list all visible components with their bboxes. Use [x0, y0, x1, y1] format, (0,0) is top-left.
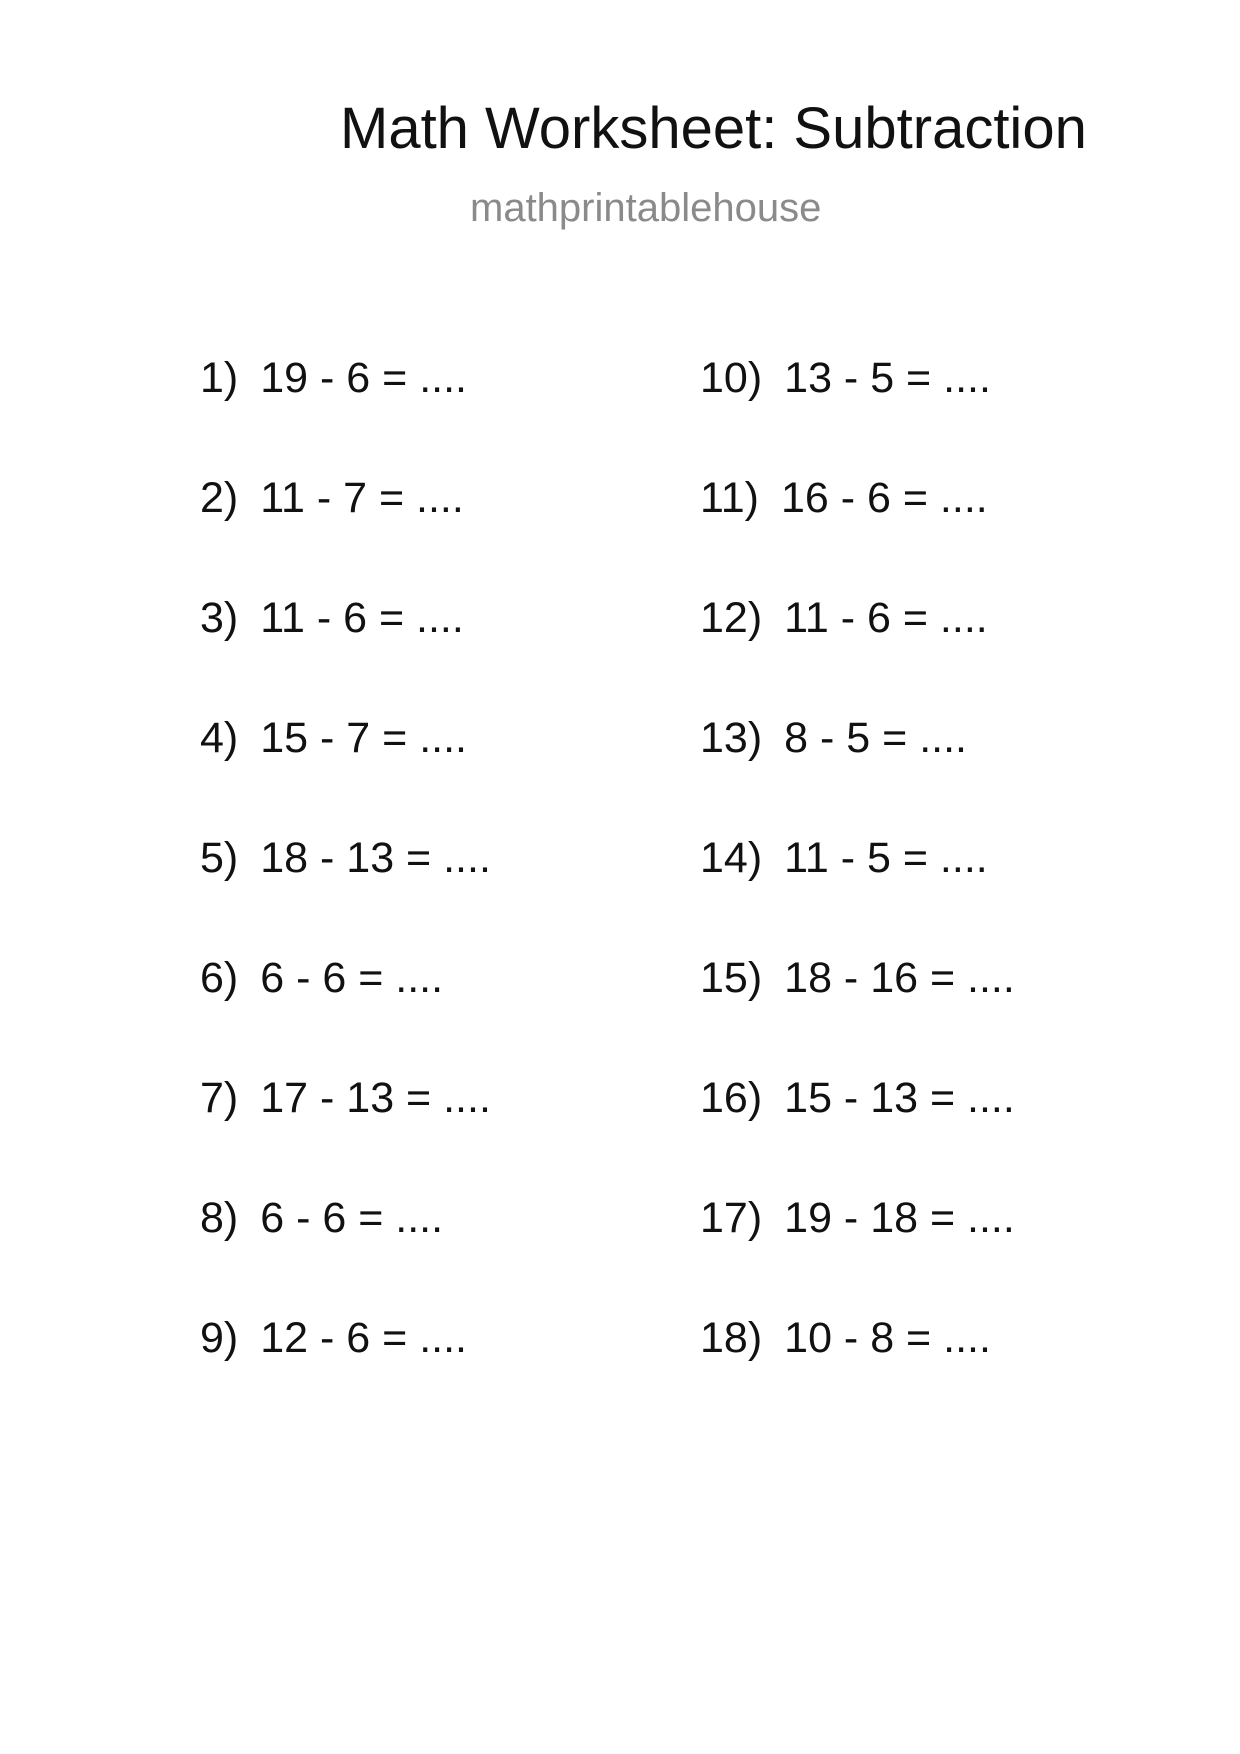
- problem-number: 2): [200, 474, 239, 522]
- problem-item: [200, 474, 491, 594]
- problem-expression: 10 - 8 = ....: [784, 1314, 991, 1362]
- problem-expression: 19 - 6 = ....: [260, 354, 467, 402]
- worksheet-subtitle: mathprintablehouse: [470, 186, 822, 230]
- problem-item: [700, 354, 1015, 474]
- problem-item: [700, 954, 1015, 1074]
- problem-item: [700, 594, 1015, 714]
- problem-expression: 8 - 5 = ....: [784, 714, 967, 762]
- problem-item: [200, 1314, 491, 1434]
- problems-column-left: [200, 354, 491, 1434]
- problem-item: [200, 954, 491, 1074]
- problem-expression: 18 - 16 = ....: [784, 954, 1015, 1002]
- problem-expression: 11 - 6 = ....: [784, 594, 988, 642]
- problem-expression: 6 - 6 = ....: [260, 954, 444, 1002]
- problem-expression: 11 - 6 = ....: [260, 594, 464, 642]
- problem-number: 17): [700, 1194, 763, 1242]
- problem-number: 6): [200, 954, 239, 1002]
- worksheet-title: Math Worksheet: Subtraction: [340, 96, 1087, 161]
- problem-item: [700, 834, 1015, 954]
- problem-number: 11): [700, 474, 759, 522]
- problem-item: [700, 1314, 1015, 1434]
- problem-item: [700, 714, 1015, 834]
- problem-number: 10): [700, 354, 763, 402]
- problem-item: [200, 834, 491, 954]
- problem-expression: 11 - 7 = ....: [260, 474, 464, 522]
- problem-expression: 17 - 13 = ....: [260, 1074, 491, 1122]
- problem-number: 18): [700, 1314, 763, 1362]
- problem-number: 13): [700, 714, 763, 762]
- problem-item: [200, 1074, 491, 1194]
- problem-number: 15): [700, 954, 763, 1002]
- problem-expression: 18 - 13 = ....: [260, 834, 491, 882]
- problem-number: 3): [200, 594, 239, 642]
- problem-expression: 13 - 5 = ....: [784, 354, 991, 402]
- problem-expression: 16 - 6 = ....: [780, 474, 988, 522]
- problem-number: 5): [200, 834, 239, 882]
- problem-item: [200, 594, 491, 714]
- problem-expression: 12 - 6 = ....: [260, 1314, 467, 1362]
- problem-number: 14): [700, 834, 763, 882]
- problem-number: 9): [200, 1314, 239, 1362]
- problem-number: 7): [200, 1074, 239, 1122]
- problem-expression: 15 - 13 = ....: [784, 1074, 1015, 1122]
- problem-number: 4): [200, 714, 239, 762]
- problem-number: 12): [700, 594, 763, 642]
- problem-expression: 6 - 6 = ....: [260, 1194, 444, 1242]
- problem-item: [700, 474, 1015, 594]
- problem-expression: 15 - 7 = ....: [260, 714, 467, 762]
- problem-number: 1): [200, 354, 239, 402]
- problem-expression: 11 - 5 = ....: [784, 834, 988, 882]
- problem-number: 16): [700, 1074, 763, 1122]
- problem-item: [200, 354, 491, 474]
- problem-item: [700, 1194, 1015, 1314]
- problem-item: [200, 1194, 491, 1314]
- problems-column-right: [700, 354, 1015, 1434]
- problem-item: [700, 1074, 1015, 1194]
- problem-number: 8): [200, 1194, 239, 1242]
- problem-expression: 19 - 18 = ....: [784, 1194, 1015, 1242]
- problem-item: [200, 714, 491, 834]
